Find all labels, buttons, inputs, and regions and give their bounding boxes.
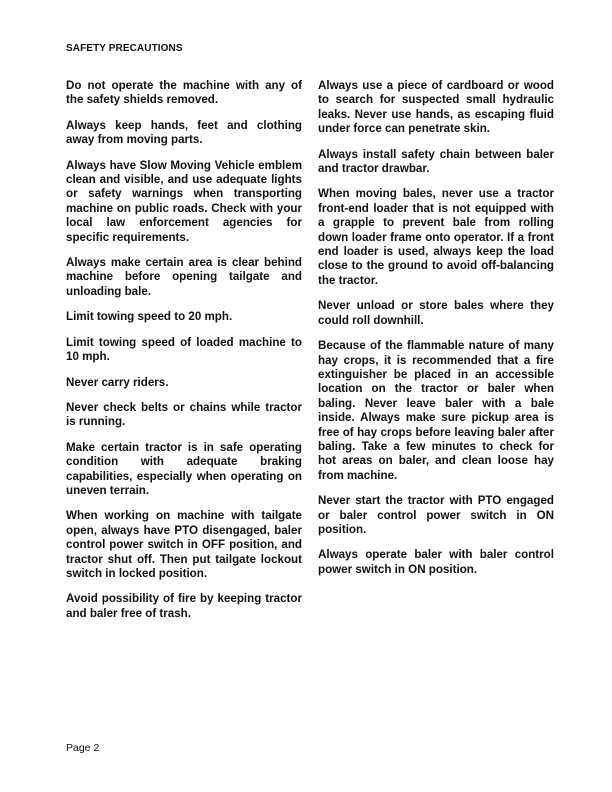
precaution-paragraph: Avoid possibility of fire by keeping tractor and baler free of trash.: [66, 592, 302, 620]
precaution-paragraph: Always install safety chain between baler and tractor drawbar.: [318, 147, 554, 176]
precaution-paragraph: Always have Slow Moving Vehicle emblem clean and visible, and use adequate lights or safety warnings when transporting machine on public roads. Check with your local law enforcement agencies for specific requirements.: [66, 158, 302, 244]
precaution-paragraph: Never check belts or chains while tractor is running.: [66, 400, 302, 429]
precaution-paragraph: Always keep hands, feet and clothing away from moving parts.: [66, 118, 302, 147]
precaution-paragraph: Never carry riders.: [66, 375, 169, 389]
precaution-paragraph: Always use a piece of cardboard or wood to search for suspected small hydraulic leaks. Never use hands, as escaping fluid under force can penetrate skin.: [318, 79, 554, 136]
right-column: [318, 79, 554, 588]
section-header: SAFETY PRECAUTIONS: [66, 43, 183, 54]
precaution-paragraph: Make certain tractor is in safe operating condition with adequate braking capabilities, especially when operating on uneven terrain.: [66, 440, 302, 497]
precaution-paragraph: When working on machine with tailgate open, always have PTO disengaged, baler control power switch in OFF position, and tractor shut off. Then put tailgate lockout switch in locked position.: [66, 509, 302, 580]
precaution-paragraph: Never unload or store bales where they could roll downhill.: [318, 299, 554, 327]
precaution-paragraph: Never start the tractor with PTO engaged or baler control power switch in ON position.: [318, 494, 554, 536]
precaution-paragraph: Limit towing speed of loaded machine to 10 mph.: [66, 335, 302, 364]
precaution-paragraph: Always make certain area is clear behind machine before opening tailgate and unloading bale.: [66, 256, 302, 298]
precaution-paragraph: Always operate baler with baler control power switch in ON position.: [318, 548, 554, 576]
left-column: [66, 79, 302, 632]
precaution-paragraph: Because of the flammable nature of many hay crops, it is recommended that a fire extinguisher be placed in an accessible location on the tractor or baler when baling. Never leave baler with a bale inside. Always make sure pickup area is free of hay crops before leaving baler after baling. Take a few minutes to check for hot areas on baler, and clean loose hay from machine.: [318, 339, 554, 482]
precaution-paragraph: Limit towing speed to 20 mph.: [66, 310, 233, 324]
precaution-paragraph: Do not operate the machine with any of the safety shields removed.: [66, 79, 302, 107]
page-number: Page 2: [66, 742, 100, 754]
precaution-paragraph: When moving bales, never use a tractor front-end loader that is not equipped with a grapple to prevent bale from rolling down loader frame onto operator. If a front end loader is used, always keep the load close to the ground to avoid off-balancing the tractor.: [318, 187, 554, 287]
